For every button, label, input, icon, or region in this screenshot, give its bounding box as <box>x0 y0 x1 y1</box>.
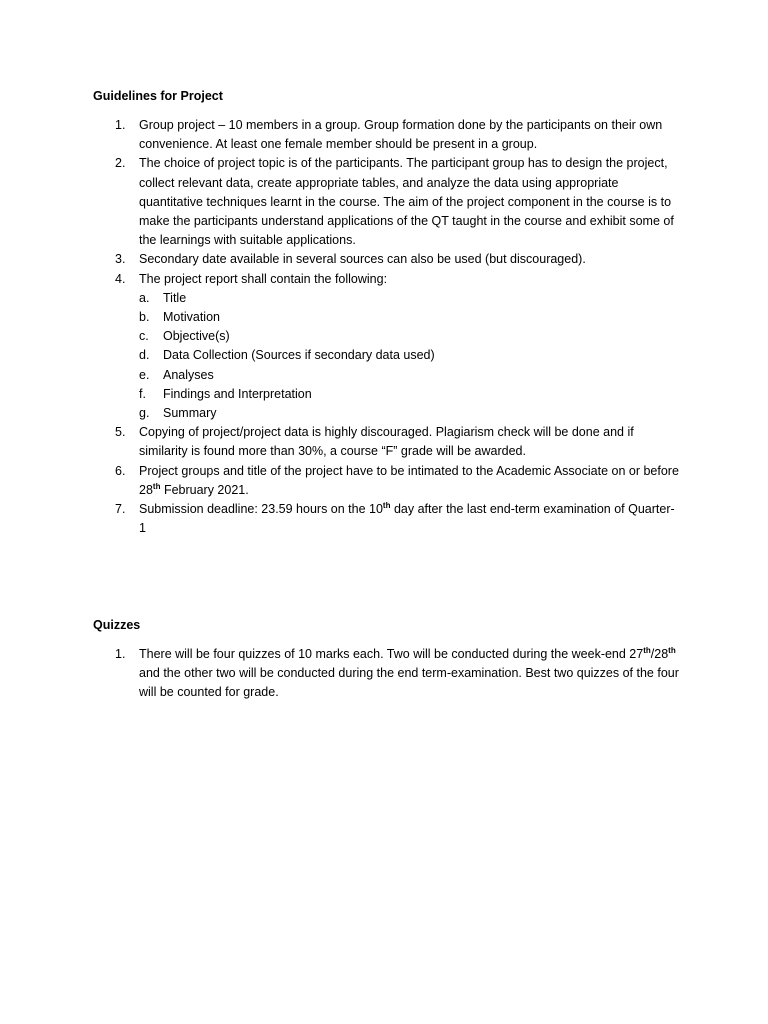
project-guidelines-list <box>115 116 679 538</box>
sub-list-item <box>139 346 679 365</box>
list-item-text: Group project – 10 members in a group. Group formation done by the participants on their own convenience. At least one female member should be present in a group. <box>139 118 663 152</box>
list-item <box>115 116 679 154</box>
list-item-text: Secondary date available in several sources can also be used (but discouraged). <box>139 252 586 267</box>
sub-list-text: Data Collection (Sources if secondary data used) <box>163 348 435 363</box>
sub-list-item <box>139 385 679 404</box>
text-segment: Project groups and title of the project have to be intimated to the Academic Associate on or before 28 <box>139 463 679 497</box>
list-item-text <box>139 647 679 699</box>
superscript: th <box>152 481 161 491</box>
text-segment: There will be four quizzes of 10 marks each. Two will be conducted during the week-end 27 <box>139 647 644 661</box>
list-item <box>115 270 679 424</box>
sub-list-letter: a. <box>139 290 150 305</box>
list-item-text: The choice of project topic is of the participants. The participant group has to design the project, collect relevant data, create appropriate tables, and analyze the data using appropriate quantitative techniques learnt in the course. The aim of the project component in the course is to make the participants understand applications of the QT taught in the course and exhibit some of the learnings with suitable applications. <box>139 156 674 248</box>
sub-list-item <box>139 404 679 423</box>
sub-list-text: Title <box>163 290 187 305</box>
list-number: 5. <box>115 425 126 440</box>
sub-list-letter: f. <box>139 386 146 401</box>
project-guidelines-heading: Guidelines for Project <box>93 89 223 103</box>
sub-list-text: Objective(s) <box>163 329 230 344</box>
list-item-text: Copying of project/project data is highly discouraged. Plagiarism check will be done and if similarity is found more than 30%, a course “F” grade will be awarded. <box>139 425 634 459</box>
list-item-text <box>139 464 679 497</box>
report-contents-list <box>139 289 679 423</box>
sub-list-text: Analyses <box>163 367 214 382</box>
list-item <box>115 154 679 250</box>
quizzes-list <box>115 645 679 703</box>
text-segment: day after the last end-term examination of Quarter-1 <box>139 502 675 536</box>
sub-list-letter: g. <box>139 406 150 421</box>
text-segment: Submission deadline: 23.59 hours on the 10 <box>139 502 383 517</box>
superscript: th <box>643 646 651 655</box>
superscript: th <box>668 646 676 655</box>
sub-list-item <box>139 308 679 327</box>
list-item <box>115 462 679 500</box>
text-segment: /28 <box>650 647 669 661</box>
sub-list-text: Motivation <box>163 310 220 325</box>
list-item <box>115 423 679 461</box>
sub-list-item <box>139 366 679 385</box>
sub-list-item <box>139 327 679 346</box>
list-item-text <box>139 502 675 535</box>
superscript: th <box>382 501 391 511</box>
list-number: 7. <box>115 502 126 517</box>
list-number: 2. <box>115 156 126 171</box>
list-item-text: The project report shall contain the following: <box>139 271 388 286</box>
list-number: 1. <box>115 647 126 661</box>
list-item <box>115 250 679 269</box>
sub-list-text: Summary <box>163 406 217 421</box>
list-number: 6. <box>115 463 126 478</box>
sub-list-item <box>139 289 679 308</box>
list-item <box>115 645 679 703</box>
list-number: 4. <box>115 271 126 286</box>
sub-list-letter: d. <box>139 348 150 363</box>
sub-list-letter: e. <box>139 367 150 382</box>
sub-list-letter: c. <box>139 329 149 344</box>
sub-list-text: Findings and Interpretation <box>163 386 312 401</box>
list-number: 1. <box>115 118 126 132</box>
quizzes-heading: Quizzes <box>93 618 141 632</box>
text-segment: and the other two will be conducted during the end term-examination. Best two quizzes of the four will be counted for grade. <box>139 666 679 700</box>
list-item <box>115 500 679 538</box>
list-number: 3. <box>115 252 126 267</box>
sub-list-letter: b. <box>139 310 150 325</box>
text-segment: February 2021. <box>160 482 249 497</box>
